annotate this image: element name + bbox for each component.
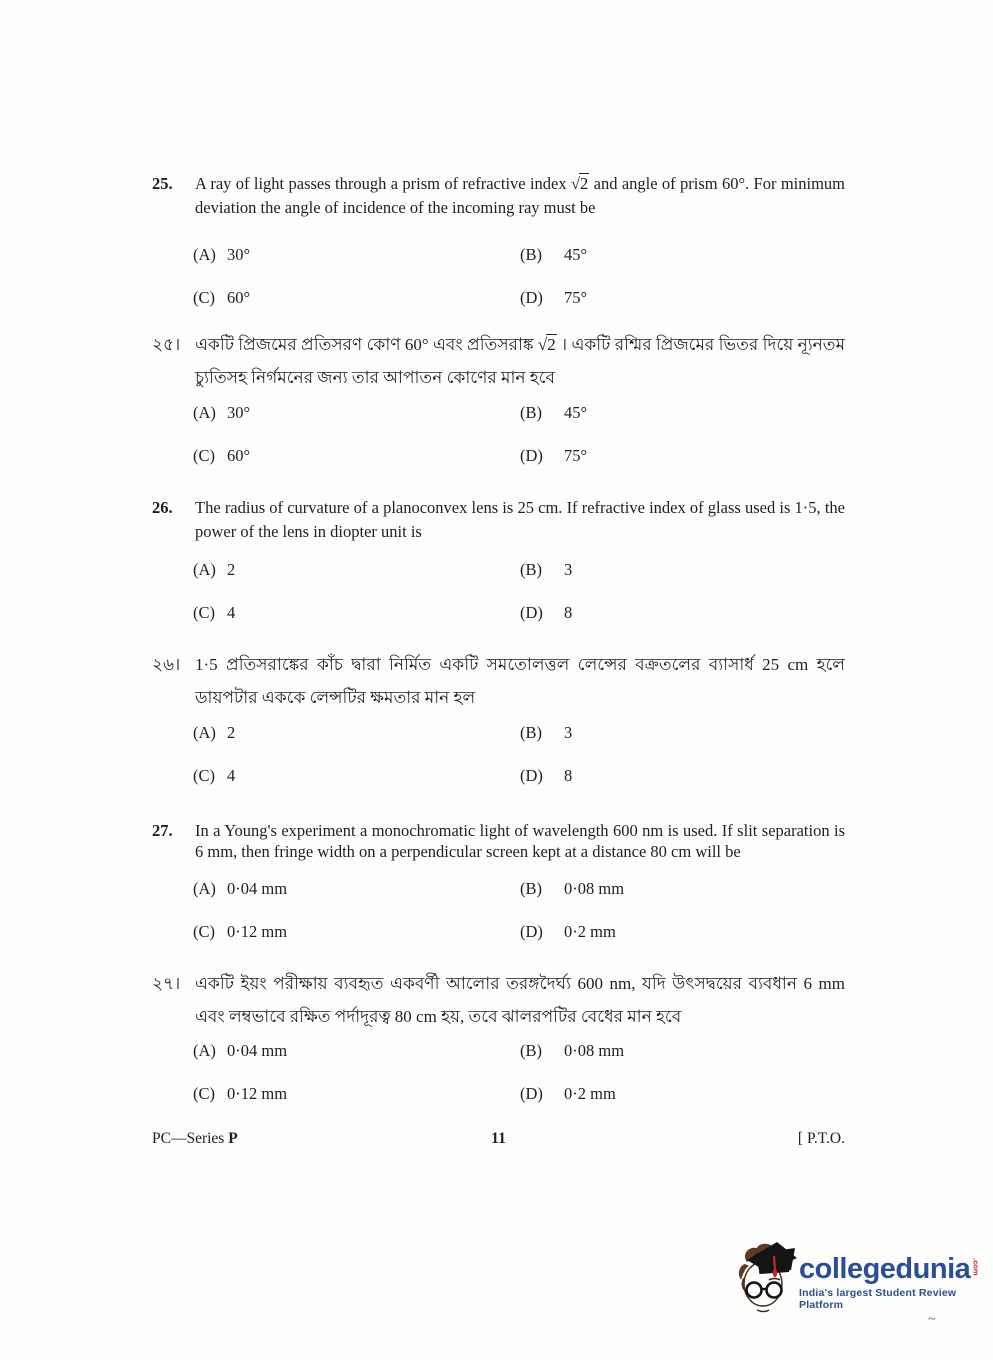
question-26-english <box>152 496 845 623</box>
question-text <box>195 172 845 220</box>
option-label: (D) <box>520 766 543 785</box>
option-a <box>193 879 520 899</box>
question-text: The radius of curvature of a planoconvex lens is 25 cm. If refractive index of glass used is 1·5, the power of the lens in diopter unit is <box>195 498 845 541</box>
option-label: (C) <box>193 1084 215 1103</box>
question-27-bengali <box>152 967 845 1104</box>
option-label: (D) <box>520 1084 543 1103</box>
option-value: 0·12 mm <box>227 922 288 941</box>
scan-stray-mark: ~ <box>928 1312 936 1327</box>
option-label: (C) <box>193 766 215 785</box>
option-d <box>520 922 616 942</box>
option-label: (B) <box>520 1041 542 1060</box>
option-label: (B) <box>520 403 542 422</box>
option-b <box>520 245 587 265</box>
sqrt-expression <box>571 173 589 193</box>
option-label: (B) <box>520 723 542 742</box>
options-group <box>152 879 845 942</box>
option-d <box>520 1084 616 1104</box>
brand-name: collegedunia <box>799 1253 971 1285</box>
option-value: 8 <box>564 766 573 785</box>
option-value: 0·12 mm <box>227 1084 288 1103</box>
option-value: 0·2 mm <box>564 922 616 941</box>
option-b <box>520 403 587 423</box>
option-value: 2 <box>227 560 236 579</box>
options-group <box>152 403 845 466</box>
question-number: 25. <box>152 174 173 193</box>
option-value: 60° <box>227 446 251 465</box>
brand-tagline: India's largest Student Review Platform <box>799 1287 957 1311</box>
option-value: 3 <box>564 723 573 742</box>
option-d <box>520 288 587 308</box>
option-b <box>520 723 572 743</box>
option-c <box>193 922 520 942</box>
question-text: 1·5 প্রতিসরাঙ্কের কাঁচ দ্বারা নির্মিত একটি সমতোলত্তল লেন্সের বক্রতলের ব্যাসার্ধ 25 cm হলে ডায়পটার এককে লেন্সটির ক্ষমতার মান হল <box>195 655 845 707</box>
page-number: 11 <box>491 1130 506 1147</box>
option-label: (A) <box>193 560 216 579</box>
question-text <box>195 328 845 394</box>
option-label: (B) <box>520 879 542 898</box>
option-value: 8 <box>564 603 573 622</box>
sqrt-radicand: 2 <box>547 335 556 354</box>
series-code: PC—Series P <box>152 1130 238 1147</box>
option-d <box>520 766 572 786</box>
option-label: (B) <box>520 560 542 579</box>
page-footer <box>152 1130 845 1148</box>
option-value: 30° <box>227 245 251 264</box>
option-label: (A) <box>193 245 216 264</box>
question-text-part1: A ray of light passes through a prism of refractive index <box>195 174 571 193</box>
option-label: (A) <box>193 1041 216 1060</box>
option-c <box>193 446 520 466</box>
question-number: ২৭। <box>152 974 181 993</box>
options-group <box>152 245 845 308</box>
option-value: 75° <box>564 446 588 465</box>
option-d <box>520 603 572 623</box>
option-b <box>520 1041 624 1061</box>
options-group <box>152 723 845 786</box>
mascot-graduate-icon <box>733 1240 799 1318</box>
option-b <box>520 560 572 580</box>
option-value: 0·08 mm <box>564 1041 625 1060</box>
question-27-english <box>152 820 845 942</box>
option-label: (D) <box>520 446 543 465</box>
question-text-part1: একটি প্রিজমের প্রতিসরণ কোণ 60° এবং প্রতিসরাঙ্ক <box>195 335 538 354</box>
question-number: 26. <box>152 498 173 517</box>
question-number: ২৬। <box>152 655 181 674</box>
option-value: 30° <box>227 403 251 422</box>
question-text: একটি ইয়ং পরীক্ষায় ব্যবহৃত একবর্ণী আলোর তরঙ্গদৈর্ঘ্য 600 nm, যদি উৎসদ্বয়ের ব্যবধান 6 mm এবং লম্বভাবে রক্ষিত পর্দাদূরত্ব 80 cm হয়, তবে ঝালরপটির বেধের মান হবে <box>195 974 845 1026</box>
option-d <box>520 446 587 466</box>
option-value: 0·04 mm <box>227 879 288 898</box>
option-a <box>193 1041 520 1061</box>
option-c <box>193 1084 520 1104</box>
sqrt-radical-symbol: √ <box>570 174 580 193</box>
option-value: 0·2 mm <box>564 1084 616 1103</box>
option-b <box>520 879 624 899</box>
sqrt-expression <box>538 334 557 354</box>
question-text-part2: and angle of prism 60°. For minimum deviation the angle of incidence of the incoming ray must be <box>195 174 845 217</box>
question-25-bengali <box>152 328 845 466</box>
option-label: (A) <box>193 403 216 422</box>
question-25-english <box>152 172 845 308</box>
option-value: 45° <box>564 403 588 422</box>
option-value: 45° <box>564 245 588 264</box>
question-text-part2: । একটি রশ্মির প্রিজমের ভিতর দিয়ে ন্যূনতম চ্যুতিসহ নির্গমনের জন্য তার আপাতন কোণের মান হবে <box>195 335 846 387</box>
question-number: ২৫। <box>152 335 181 354</box>
collegedunia-logo <box>733 1240 981 1325</box>
option-label: (D) <box>520 603 543 622</box>
sqrt-radical-symbol: √ <box>537 335 547 354</box>
option-label: (C) <box>193 603 215 622</box>
series-letter: P <box>228 1130 238 1147</box>
option-c <box>193 766 520 786</box>
option-label: (B) <box>520 245 542 264</box>
questions-area <box>152 172 845 1104</box>
option-c <box>193 603 520 623</box>
option-value: 4 <box>227 603 236 622</box>
option-label: (C) <box>193 922 215 941</box>
options-group <box>152 560 845 623</box>
option-c <box>193 288 520 308</box>
option-value: 0·08 mm <box>564 879 625 898</box>
question-26-bengali <box>152 648 845 786</box>
option-value: 60° <box>227 288 251 307</box>
option-label: (C) <box>193 446 215 465</box>
option-value: 2 <box>227 723 236 742</box>
option-a <box>193 560 520 580</box>
question-text: In a Young's experiment a monochromatic light of wavelength 600 nm is used. If slit separation is 6 mm, then fringe width on a perpendicular screen kept at a distance 80 cm will be <box>195 821 845 861</box>
pto-note: [ P.T.O. <box>797 1130 845 1147</box>
option-label: (A) <box>193 879 216 898</box>
option-label: (C) <box>193 288 215 307</box>
option-a <box>193 403 520 423</box>
options-group <box>152 1041 845 1104</box>
option-label: (A) <box>193 723 216 742</box>
option-value: 3 <box>564 560 573 579</box>
brand-domain: .com <box>971 1258 981 1276</box>
question-number: 27. <box>152 821 173 840</box>
option-label: (D) <box>520 288 543 307</box>
option-value: 0·04 mm <box>227 1041 288 1060</box>
sqrt-radicand: 2 <box>580 174 589 193</box>
option-value: 75° <box>564 288 588 307</box>
option-label: (D) <box>520 922 543 941</box>
option-value: 4 <box>227 766 236 785</box>
option-a <box>193 723 520 743</box>
option-a <box>193 245 520 265</box>
